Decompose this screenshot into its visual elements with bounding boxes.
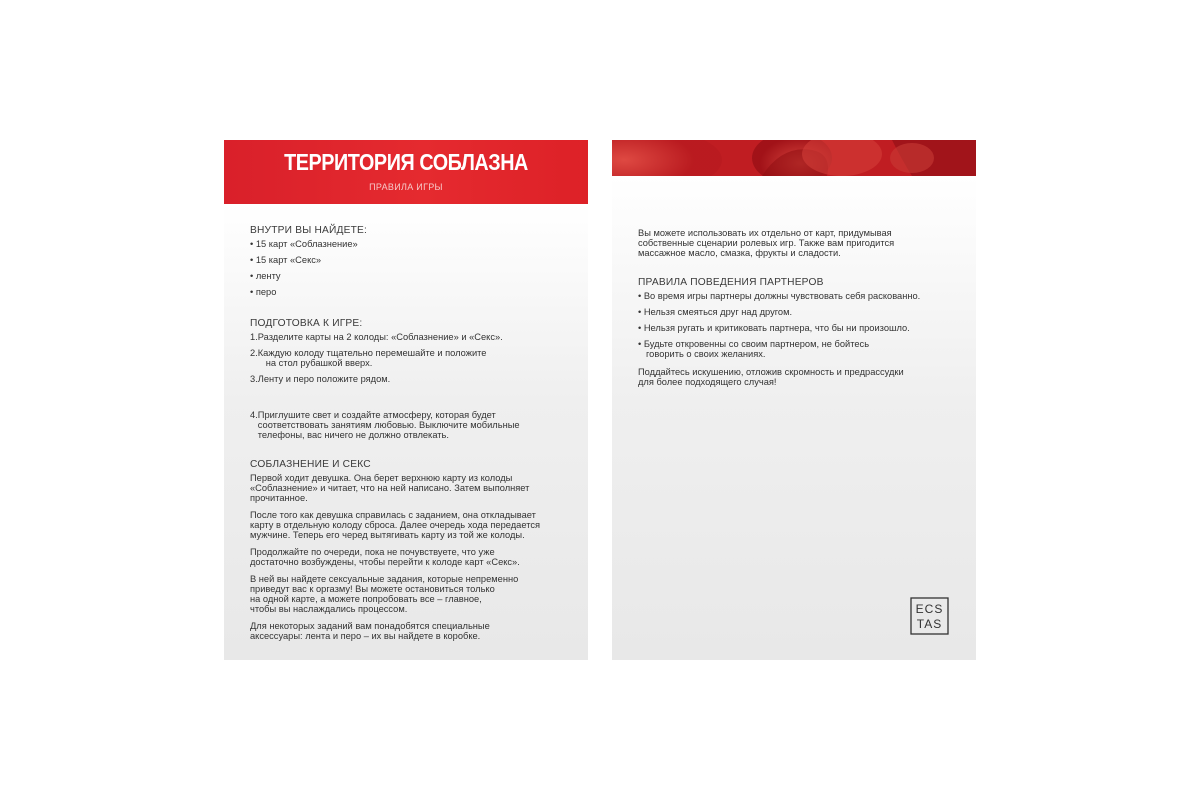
step-number: 1.: [250, 332, 258, 342]
logo-line-2: TAS: [916, 617, 943, 631]
rule-item: • Нельзя ругать и критиковать партнера, что бы ни произошло.: [638, 323, 910, 333]
prep-heading: ПОДГОТОВКА К ИГРЕ:: [250, 318, 363, 329]
text-line: Поддайтесь искушению, отложив скромность и предрассудки: [638, 367, 904, 377]
text-line: аксессуары: лента и перо – их вы найдете в коробке.: [250, 631, 481, 641]
step-line: Каждую колоду тщательно перемешайте и положите: [257, 348, 487, 358]
text-line: Вы можете использовать их отдельно от карт, придумывая: [638, 228, 892, 238]
contents-heading: ВНУТРИ ВЫ НАЙДЕТЕ:: [250, 225, 368, 236]
left-page: [224, 140, 588, 660]
step-number: 3.: [250, 374, 258, 384]
text-line: «Соблазнение» и читает, что на ней написано. Затем выполняет: [250, 483, 530, 493]
text-line: После того как девушка справилась с заданием, она откладывает: [250, 510, 536, 520]
rule-item: [638, 339, 974, 359]
rules-heading: ПРАВИЛА ПОВЕДЕНИЯ ПАРТНЕРОВ: [638, 277, 824, 288]
contents-item: • ленту: [250, 271, 281, 281]
step-number: 2.: [250, 348, 258, 358]
closing-paragraph: [638, 367, 968, 387]
rule-item: • Нельзя смеяться друг над другом.: [638, 307, 793, 317]
step-line: Приглушите свет и создайте атмосферу, которая будет: [257, 410, 496, 420]
step-line: соответствовать занятиям любовью. Выключите мобильные: [257, 420, 520, 430]
contents-item: • перо: [250, 287, 277, 297]
step-line: телефоны, вас ничего не должно отвлекать.: [257, 430, 449, 440]
text-line: приведут вас к оргазму! Вы можете остановиться только: [250, 584, 495, 594]
text-line: В ней вы найдете сексуальные задания, которые непременно: [250, 574, 519, 584]
prep-step-2: [250, 348, 580, 368]
couple-photo-art: [612, 140, 976, 176]
game-section: [250, 460, 584, 648]
prep-step-4-item: [250, 410, 580, 440]
text-line: говорить о своих желаниях.: [646, 349, 766, 359]
text-line: Продолжайте по очереди, пока не почувствуете, что уже: [250, 547, 495, 557]
rule-item: • Во время игры партнеры должны чувствовать себя раскованно.: [638, 291, 921, 301]
text-line: чтобы вы наслаждались процессом.: [250, 604, 408, 614]
page-title: ТЕРРИТОРИЯ СОБЛАЗНА: [284, 149, 528, 175]
text-line: собственные сценарии ролевых игр. Также вам пригодится: [638, 238, 895, 248]
contents-item: • 15 карт «Секс»: [250, 255, 322, 265]
intro-paragraph: [638, 228, 968, 258]
step-text: Разделите карты на 2 колоды: «Соблазнение» и «Секс».: [257, 332, 503, 342]
text-line: достаточно возбуждены, чтобы перейти к колоде карт «Секс».: [250, 557, 520, 567]
text-line: на одной карте, а можете попробовать все – главное,: [250, 594, 482, 604]
text-line: Первой ходит девушка. Она берет верхнюю карту из колоды: [250, 473, 513, 483]
text-line: массажное масло, смазка, фрукты и сладости.: [638, 248, 841, 258]
page-subtitle: ПРАВИЛА ИГРЫ: [369, 182, 443, 192]
game-paragraph-5: [250, 621, 584, 641]
couple-photo: [612, 140, 976, 176]
ecstas-logo-icon: [910, 597, 949, 635]
prep-step-3: [250, 374, 580, 384]
text-line: карту в отдельную колоду сброса. Далее очередь хода передается: [250, 520, 541, 530]
ecstas-logo: [910, 597, 949, 635]
prep-section: [250, 319, 580, 390]
step-number: 4.: [250, 410, 258, 420]
logo-line-1: ECS: [915, 602, 944, 616]
prep-step-4: [250, 410, 580, 446]
step-text: [258, 348, 487, 368]
game-paragraph-1: [250, 473, 584, 503]
game-paragraph-4: [250, 574, 584, 614]
text-line: Для некоторых заданий вам понадобятся специальные: [250, 621, 490, 631]
contents-item: • 15 карт «Соблазнение»: [250, 239, 358, 249]
game-heading: СОБЛАЗНЕНИЕ И СЕКС: [250, 459, 371, 470]
text-line: для более подходящего случая!: [638, 377, 777, 387]
right-page: [612, 140, 976, 660]
rules-section: [638, 278, 974, 365]
prep-step-1: [250, 332, 580, 342]
header-band: [224, 140, 588, 204]
step-line: на стол рубашкой вверх.: [265, 358, 373, 368]
game-paragraph-2: [250, 510, 584, 540]
text-line: мужчине. Теперь его черед вытягивать карту из той же колоды.: [250, 530, 525, 540]
text-line: • Будьте откровенны со своим партнером, не бойтесь: [638, 339, 870, 349]
game-paragraph-3: [250, 547, 584, 567]
text-line: прочитанное.: [250, 493, 308, 503]
step-text: [258, 410, 520, 440]
contents-section: [250, 226, 580, 303]
step-text: Ленту и перо положите рядом.: [257, 374, 391, 384]
